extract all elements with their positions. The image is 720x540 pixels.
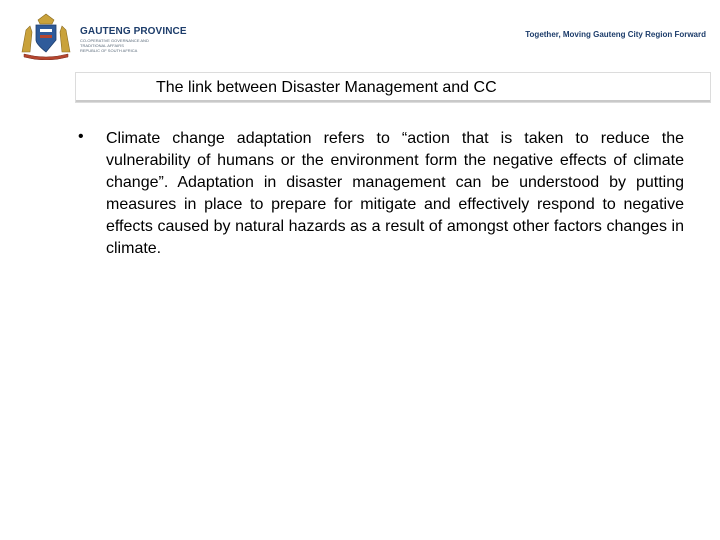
- department-line-2: TRADITIONAL AFFAIRS: [80, 43, 124, 48]
- bullet-marker: •: [78, 128, 84, 145]
- slide-title: The link between Disaster Management and CC: [156, 79, 497, 96]
- organisation-department: [80, 38, 150, 53]
- header-tagline: Together, Moving Gauteng City Region Forward: [525, 30, 706, 39]
- organisation-block: [80, 26, 187, 53]
- organisation-name: GAUTENG PROVINCE: [80, 26, 187, 37]
- department-line-3: REPUBLIC OF SOUTH AFRICA: [80, 48, 138, 53]
- department-line-1: CO-OPERATIVE GOVERNANCE AND: [80, 38, 149, 43]
- slide-header: [0, 0, 720, 70]
- coat-of-arms-logo: [16, 12, 76, 60]
- bullet-paragraph: Climate change adaptation refers to “action that is taken to reduce the vulnerability of humans or the environment form the negative effects of climate change”. Adaptation in disaster management can be understood by putting measures in place to prepare for mitigate and effectively respond to negative effects caused by natural hazards as a result of amongst other factors changes in climate.: [106, 130, 684, 257]
